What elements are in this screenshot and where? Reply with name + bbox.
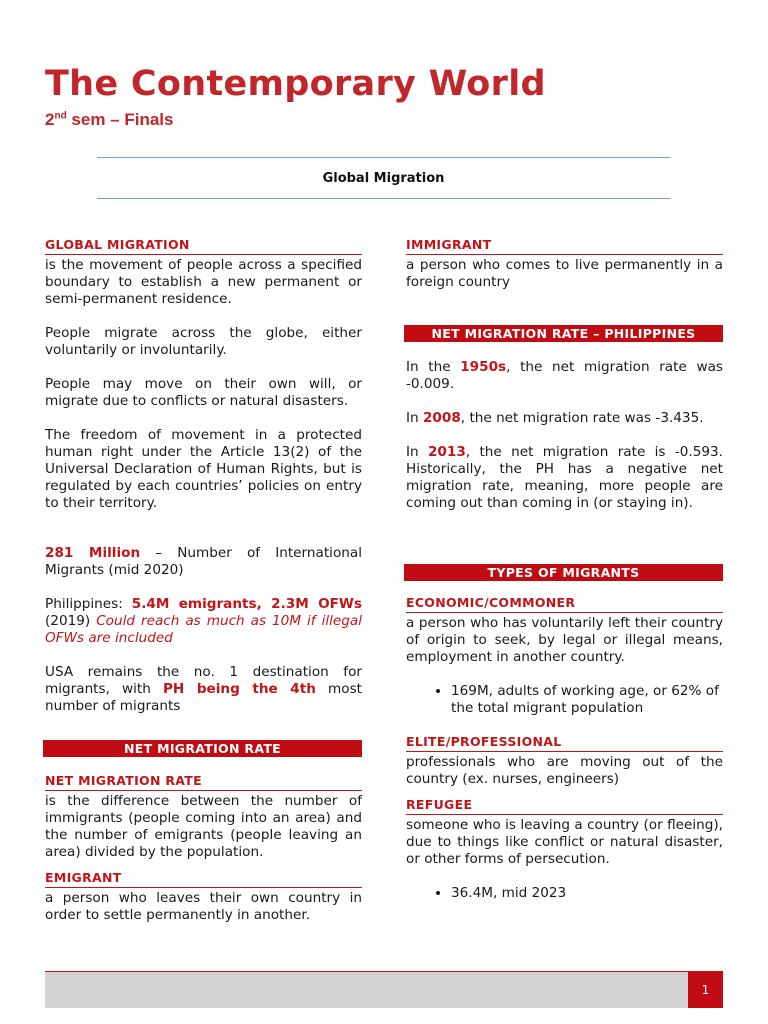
ph-note: Could reach as much as 10M if illegal OFWs are included (45, 613, 362, 646)
usa-pre: USA remains the no. 1 destination for migrants, with (45, 664, 362, 697)
header-rule-bottom (97, 198, 670, 199)
net-migration-rate-bar: NET MIGRATION RATE (43, 740, 362, 757)
subtitle-text: sem – Finals (66, 110, 174, 129)
header-rule-top (97, 157, 670, 158)
page-number: 1 (688, 972, 723, 1008)
y3-pre: In (406, 444, 428, 460)
philippines-stat (45, 596, 362, 647)
stat-highlight: 281 Million (45, 545, 141, 561)
global-migration-heading: GLOBAL MIGRATION (45, 237, 362, 255)
stat-text: – Number of International Migrants (mid 2020) (45, 545, 362, 578)
net-migration-rate-definition: is the difference between the number of immigrants (people coming into an area) and the number of emigrants (people leaving an area) divided by the population. (45, 793, 362, 860)
left-column (45, 237, 362, 924)
document-subtitle (45, 110, 173, 130)
global-migration-definition: is the movement of people across a specified boundary to establish a new permanent or semi-permanent residence. (45, 257, 362, 307)
emigrant-heading: EMIGRANT (45, 870, 362, 888)
year-2008: 2008 (422, 410, 461, 426)
y1-pre: In the (406, 359, 461, 375)
refugee-definition: someone who is leaving a country (or fleeing), due to things like conflict or natural disaster, or other forms of persecution. (406, 817, 723, 867)
emigrant-definition: a person who leaves their own country in order to settle permanently in another. (45, 890, 362, 923)
y1-post: , the net migration rate was -0.009. (406, 359, 723, 392)
usa-highlight: PH being the 4th (162, 681, 316, 697)
elite-heading: ELITE/PROFESSIONAL (406, 734, 723, 752)
y2-post: , the net migration rate was -3.435. (460, 410, 704, 426)
paragraph-will: People may move on their own will, or migrate due to conflicts or natural disasters. (45, 376, 362, 409)
subtitle-superscript: nd (54, 110, 67, 122)
usa-destination (45, 664, 362, 715)
immigrant-definition: a person who comes to live permanently in a foreign country (406, 257, 723, 290)
rate-1950s (406, 359, 723, 393)
elite-definition: professionals who are moving out of the country (ex. nurses, engineers) (406, 754, 723, 787)
refugee-heading: REFUGEE (406, 797, 723, 815)
y2-pre: In (406, 410, 423, 426)
year-2013: 2013 (427, 444, 466, 460)
year-1950s: 1950s (460, 359, 507, 375)
usa-post: most number of migrants (45, 681, 362, 714)
types-of-migrants-bar: TYPES OF MIGRANTS (404, 564, 723, 581)
ph-highlight: 5.4M emigrants, 2.3M OFWs (131, 596, 362, 612)
paragraph-voluntary: People migrate across the globe, either voluntarily or involuntarily. (45, 325, 362, 358)
ph-net-migration-bar: NET MIGRATION RATE – PHILIPPINES (404, 325, 723, 342)
stat-international-migrants (45, 545, 362, 579)
economic-heading: ECONOMIC/COMMONER (406, 595, 723, 613)
y3-post: , the net migration rate is -0.593. Historically, the PH has a negative net migration rate, meaning, more people are coming out than coming in (or staying in). (406, 444, 723, 511)
ph-year: (2019) (45, 613, 97, 629)
subtitle-number: 2 (45, 110, 55, 129)
rate-2008 (406, 410, 723, 427)
refugee-bullet-list (406, 885, 723, 902)
economic-bullet: • 169M, adults of working age, or 62% of the total migrant population (451, 683, 723, 717)
economic-definition: a person who has voluntarily left their country of origin to seek, by legal or illegal means, employment in another country. (406, 615, 723, 665)
document-title: The Contemporary World (45, 64, 546, 104)
immigrant-heading: IMMIGRANT (406, 237, 723, 255)
ph-label: Philippines: (45, 596, 132, 612)
net-migration-rate-heading: NET MIGRATION RATE (45, 773, 362, 791)
paragraph-freedom: The freedom of movement in a protected human right under the Article 13(2) of the Universal Declaration of Human Rights, but is regulated by each countries’ policies on entry to their territory. (45, 427, 362, 511)
economic-bullet-list (406, 683, 723, 717)
topic-title: Global Migration (322, 171, 445, 186)
refugee-bullet: • 36.4M, mid 2023 (451, 885, 723, 902)
page-footer (45, 971, 723, 1008)
rate-2013 (406, 444, 723, 512)
right-column (406, 237, 723, 902)
